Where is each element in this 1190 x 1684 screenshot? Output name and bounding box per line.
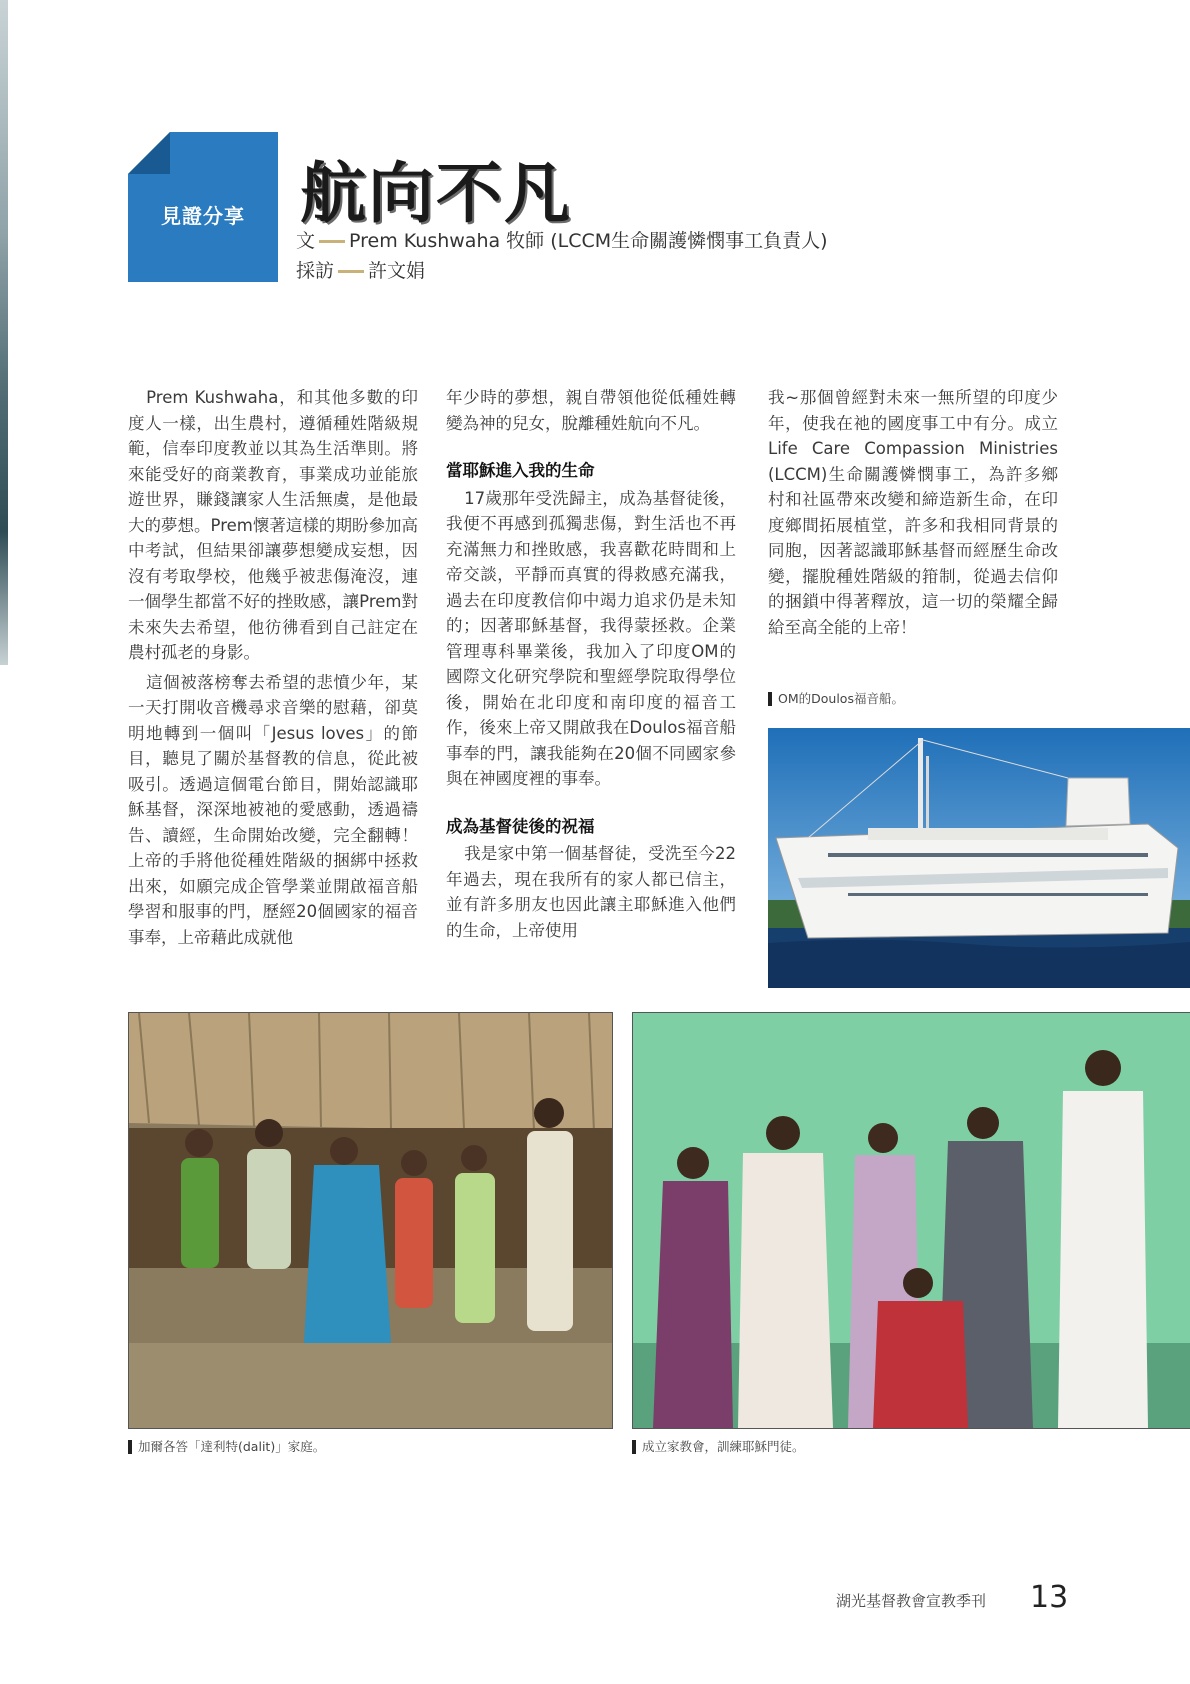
photo-caption-ship: OM的Doulos福音船。 — [768, 692, 904, 706]
interviewer-line — [296, 256, 425, 283]
section-tag-label: 見證分享 — [161, 204, 245, 228]
section-tag-fold-shade — [128, 132, 170, 174]
article-column-3 — [768, 385, 1058, 644]
paragraph: 我是家中第一個基督徒，受洗至今22年過去，現在我所有的家人都已信主，並有許多朋友也因此讓主耶穌進入他們的生命，上帝使用 — [446, 844, 736, 940]
article-column-1 — [128, 385, 418, 954]
interviewer-prefix: 採訪 — [296, 260, 335, 282]
photo-caption-church: 成立家教會，訓練耶穌門徒。 — [632, 1440, 805, 1454]
ship-photo — [768, 728, 1190, 988]
paragraph: 年少時的夢想，親自帶領他從低種姓轉變為神的兒女，脫離種姓航向不凡。 — [446, 388, 736, 433]
paragraph: Prem Kushwaha，和其他多數的印度人一樣，出生農村，遵循種姓階級規範，信奉印度教並以其為生活準則。將來能受好的商業教育，事業成功並能旅遊世界，賺錢讓家人生活無虞，是他最大的夢想。Prem懷著這樣的期盼參加高中考試，但結果卻讓夢想變成妄想，因沒有考取學校，他幾乎被悲傷淹沒，連一個學生都當不好的挫敗感，讓Prem對未來失去希望，他彷彿看到自己註定在農村孤老的身影。 — [128, 388, 418, 662]
section-heading: 成為基督徒後的祝福 — [446, 816, 595, 836]
author-prefix: 文 — [296, 230, 316, 252]
article-column-2 — [446, 385, 736, 947]
byline-dash — [338, 270, 364, 273]
paragraph: 17歲那年受洗歸主，成為基督徒後，我便不再感到孤獨悲傷，對生活也不再充滿無力和挫敗感，我喜歡花時間和上帝交談，平靜而真實的得救感充滿我，過去在印度教信仰中竭力追求仍是未知的；因著耶穌基督，我得蒙拯救。企業管理專科畢業後，我加入了印度OM的國際文化研究學院和聖經學院取得學位後，開始在北印度和南印度的福音工作，後來上帝又開啟我在Doulos福音船事奉的門，讓我能夠在20個不同國家參與在神國度裡的事奉。 — [446, 488, 736, 788]
page-number: 13 — [1030, 1580, 1069, 1615]
publication-name: 湖光基督教會宣教季刊 — [836, 1592, 987, 1610]
paragraph: 這個被落榜奪去希望的悲憤少年，某一天打開收音機尋求音樂的慰藉，卻莫明地轉到一個叫「Jesus loves」的節目，聽見了關於基督教的信息，從此被吸引。透過這個電台節目，開始認識耶穌基督，深深地被祂的愛感動，透過禱告、讀經，生命開始改變，完全翻轉！上帝的手將他從種姓階級的捆綁中拯救出來，如願完成企管學業並開啟福音船學習和服事的門，歷經20個國家的福音事奉，上帝藉此成就他 — [128, 672, 418, 947]
photo-caption-family: 加爾各答「達利特(dalit)」家庭。 — [128, 1440, 325, 1454]
byline-dash — [319, 240, 345, 243]
dalit-family-photo — [128, 1012, 613, 1429]
author-name: Prem Kushwaha 牧師 (LCCM生命關護憐憫事工負責人) — [349, 230, 828, 252]
house-church-photo — [632, 1012, 1190, 1429]
interviewer-name: 許文娟 — [368, 260, 426, 282]
article-title: 航向不凡 — [300, 155, 572, 232]
author-line — [296, 226, 828, 253]
paragraph: 我~那個曾經對未來一無所望的印度少年，使我在祂的國度事工中有分。成立Life Care Compassion Ministries (LCCM)生命關護憐憫事工，為許多鄉村和社區帶來改變和締造新生命，在印度鄉間拓展植堂，許多和我相同背景的同胞，因著認識耶穌基督而經歷生命改變，擺脫種姓階級的箝制，從過去信仰的捆鎖中得著釋放，這一切的榮耀全歸給至高全能的上帝！ — [768, 388, 1058, 637]
edge-photo-strip — [0, 0, 8, 665]
section-heading: 當耶穌進入我的生命 — [446, 461, 595, 480]
